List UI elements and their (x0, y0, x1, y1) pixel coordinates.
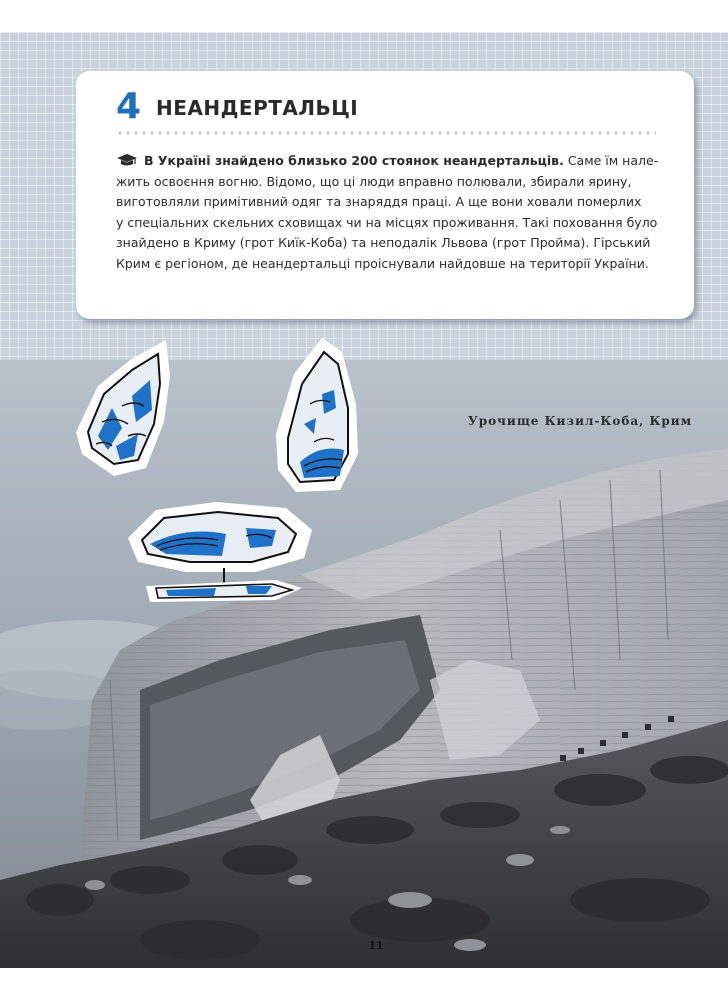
section-number: 4 (116, 86, 142, 127)
photo-caption: Урочище Кизил-Коба, Крим (468, 414, 693, 428)
flint-tool-3-illustration (126, 500, 314, 614)
page-number: 11 (368, 939, 384, 952)
dotted-divider (116, 131, 656, 135)
section-title: НЕАНДЕРТАЛЬЦІ (156, 96, 359, 120)
body-line-1-rest: Саме їм нале- (567, 153, 659, 168)
page-bottom-margin (0, 968, 728, 1000)
body-line-4: у спеціальних скельних сховищах чи на місцях проживання. Такі поховання було (116, 214, 658, 230)
flint-tool-1-illustration (72, 336, 176, 480)
body-line-6: Крим є регіоном, де неандертальці проіснували найдовше на території України. (116, 255, 649, 271)
body-line-3: виготовляли примітивний одяг та знаряддя праці. А ще вони ховали померлих (116, 194, 642, 210)
flint-tool-2-illustration (270, 334, 362, 496)
body-line-2: жить освоєння вогню. Відомо, що ці люди вправно полювали, збирали ярину, (116, 173, 632, 189)
body-text (116, 151, 659, 275)
info-card (76, 71, 694, 319)
lead-sentence: В Україні знайдено близько 200 стоянок неандертальців. (144, 153, 564, 168)
graduation-cap-icon (116, 153, 138, 167)
body-line-1 (116, 151, 659, 172)
body-line-5: знайдено в Криму (грот Киїк-Коба) та неподалік Львова (грот Пройма). Гірський (116, 235, 651, 251)
